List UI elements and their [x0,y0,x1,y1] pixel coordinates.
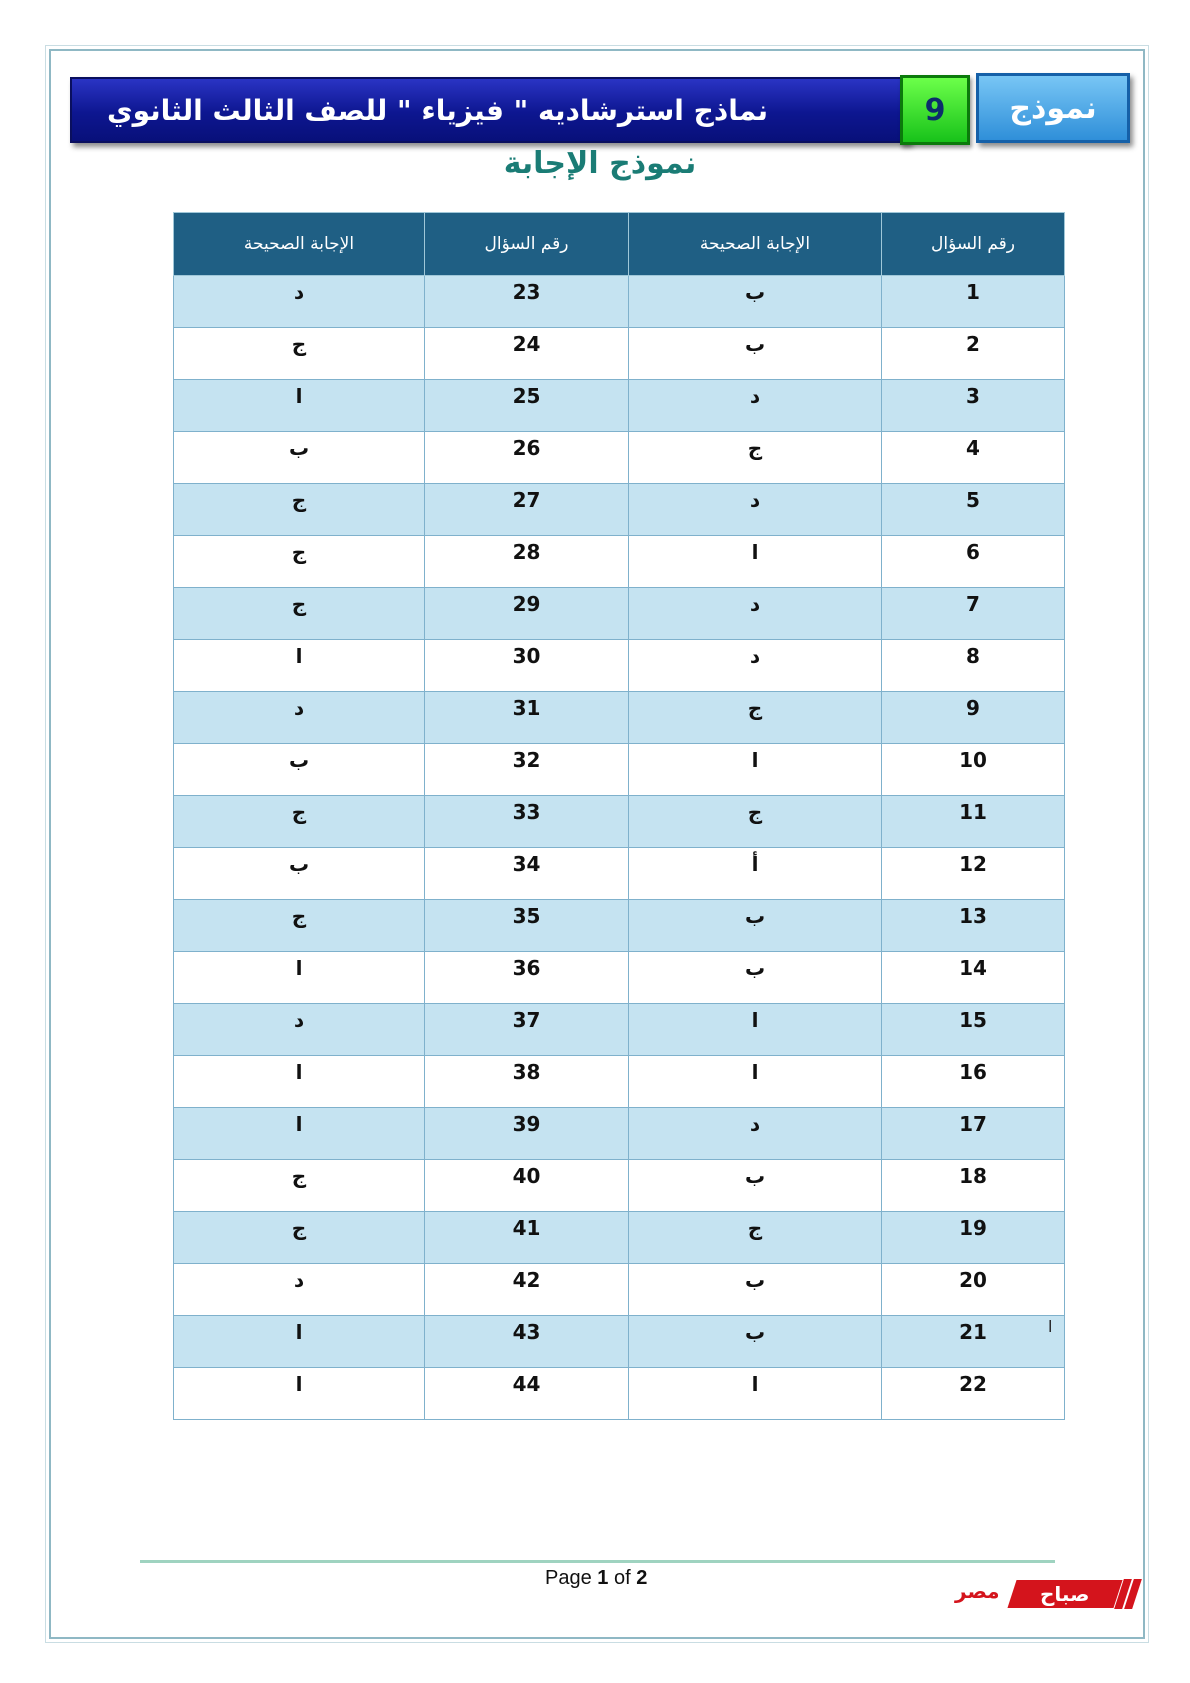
answer-cell: د [629,1108,882,1160]
answer-cell: د [174,276,425,328]
question-number-cell: 38 [425,1056,629,1108]
question-number-cell: 34 [425,848,629,900]
answer-cell: أ [629,848,882,900]
table-row [174,536,1065,588]
page-title: نماذج استرشاديه " فيزياء " للصف الثالث الثانوي [106,93,768,127]
answer-cell: ب [174,744,425,796]
model-number: 9 [924,92,946,128]
answer-cell: د [174,1264,425,1316]
question-number-cell: 27 [425,484,629,536]
question-number-cell: 18 [882,1160,1065,1212]
page-prefix: Page [545,1567,592,1589]
answer-cell: ج [174,796,425,848]
footer-divider [140,1560,1055,1563]
header-question-number: رقم السؤال [425,213,629,276]
table-row [174,1316,1065,1368]
question-number-cell: 11 [882,796,1065,848]
question-number-cell: 22 [882,1368,1065,1420]
table-row [174,588,1065,640]
header-correct-answer: الإجابة الصحيحة [629,213,882,276]
table-row [174,744,1065,796]
answer-cell: ب [629,900,882,952]
answer-cell: ج [174,484,425,536]
answer-cell: ج [629,692,882,744]
answer-cell: ب [629,1264,882,1316]
table-row [174,796,1065,848]
answer-cell: ج [174,1212,425,1264]
answer-cell: ج [174,588,425,640]
question-number-cell: 32 [425,744,629,796]
answer-cell: ب [629,1160,882,1212]
table-row [174,848,1065,900]
question-number-cell: 26 [425,432,629,484]
question-number-cell: 20 [882,1264,1065,1316]
question-number-cell: 12 [882,848,1065,900]
table-row [174,1264,1065,1316]
table-row [174,1368,1065,1420]
page-of: of [613,1567,631,1589]
table-row [174,380,1065,432]
logo-masr-text: مصر [955,1579,1000,1603]
answer-cell: ا [629,536,882,588]
table-row [174,952,1065,1004]
logo-sabah-block [1007,1580,1122,1608]
question-number-cell: 2 [882,328,1065,380]
question-number-cell: 30 [425,640,629,692]
header-question-number: رقم السؤال [882,213,1065,276]
model-label: نموذج [1009,90,1097,126]
question-number-cell: 40 [425,1160,629,1212]
question-number-cell: 24 [425,328,629,380]
answer-table [173,212,1065,1420]
header-correct-answer: الإجابة الصحيحة [174,213,425,276]
table-row [174,1160,1065,1212]
page-number [545,1567,647,1590]
question-number-cell: 36 [425,952,629,1004]
answer-cell: د [174,1004,425,1056]
answer-cell: ا [174,1316,425,1368]
answer-cell: ب [174,848,425,900]
question-number-cell: 13 [882,900,1065,952]
question-number-cell: 35 [425,900,629,952]
question-number-cell: 4 [882,432,1065,484]
answer-cell: ج [174,328,425,380]
table-row [174,1212,1065,1264]
table-row [174,276,1065,328]
table-row [174,328,1065,380]
table-header-row [174,213,1065,276]
logo-sabah-text: صباح [1040,1582,1090,1606]
question-number-cell: 9 [882,692,1065,744]
answer-cell: ب [629,328,882,380]
question-number-cell: 39 [425,1108,629,1160]
answer-cell: ا [629,1004,882,1056]
table-row [174,692,1065,744]
question-number-cell: 31 [425,692,629,744]
answer-cell: ا [174,640,425,692]
answer-cell: ج [629,1212,882,1264]
question-number-cell: 42 [425,1264,629,1316]
answer-cell: ب [629,952,882,1004]
question-number-cell: 14 [882,952,1065,1004]
answer-cell: ا [174,1368,425,1420]
question-number-cell: 5 [882,484,1065,536]
page-current: 1 [597,1567,609,1589]
table-row [174,1056,1065,1108]
question-number-cell: 10 [882,744,1065,796]
question-number-cell: 8 [882,640,1065,692]
answer-cell: ج [174,536,425,588]
question-number-cell: 43 [425,1316,629,1368]
question-number-cell: 19 [882,1212,1065,1264]
question-number-cell: 41 [425,1212,629,1264]
question-number-cell: 25 [425,380,629,432]
question-number-cell: 1 [882,276,1065,328]
table-row [174,484,1065,536]
question-number-cell: 17 [882,1108,1065,1160]
question-number-cell: 29 [425,588,629,640]
answer-cell: ب [629,1316,882,1368]
answer-cell: د [174,692,425,744]
table-row [174,432,1065,484]
answer-cell: ا [629,1056,882,1108]
table-row [174,900,1065,952]
stray-mark: ا [1048,1317,1053,1336]
answer-cell: ج [629,432,882,484]
table-row [174,640,1065,692]
answer-rows [174,276,1065,1420]
question-number-cell: 44 [425,1368,629,1420]
question-number-cell: 6 [882,536,1065,588]
question-number-cell: 15 [882,1004,1065,1056]
title-banner [70,77,910,143]
answer-cell: ج [174,900,425,952]
publisher-logo [955,1577,1140,1617]
question-number-cell: 7 [882,588,1065,640]
answer-cell: ب [174,432,425,484]
table-row [174,1004,1065,1056]
answer-cell: ا [174,1056,425,1108]
answer-cell: د [629,380,882,432]
question-number-cell: 28 [425,536,629,588]
answer-cell: ا [174,1108,425,1160]
model-label-badge [976,73,1130,143]
model-number-badge [900,75,970,145]
answer-cell: ا [174,952,425,1004]
page-total: 2 [636,1567,648,1589]
answer-cell: ج [629,796,882,848]
answer-cell: ا [629,1368,882,1420]
answer-cell: ب [629,276,882,328]
table-row [174,1108,1065,1160]
answer-cell: ا [174,380,425,432]
answer-cell: د [629,640,882,692]
answer-key-title: نموذج الإجابة [503,146,697,181]
question-number-cell: 23 [425,276,629,328]
question-number-cell: 21 [882,1316,1065,1368]
answer-cell: د [629,588,882,640]
question-number-cell: 33 [425,796,629,848]
answer-cell: ج [174,1160,425,1212]
question-number-cell: 3 [882,380,1065,432]
answer-cell: د [629,484,882,536]
question-number-cell: 16 [882,1056,1065,1108]
question-number-cell: 37 [425,1004,629,1056]
answer-cell: ا [629,744,882,796]
